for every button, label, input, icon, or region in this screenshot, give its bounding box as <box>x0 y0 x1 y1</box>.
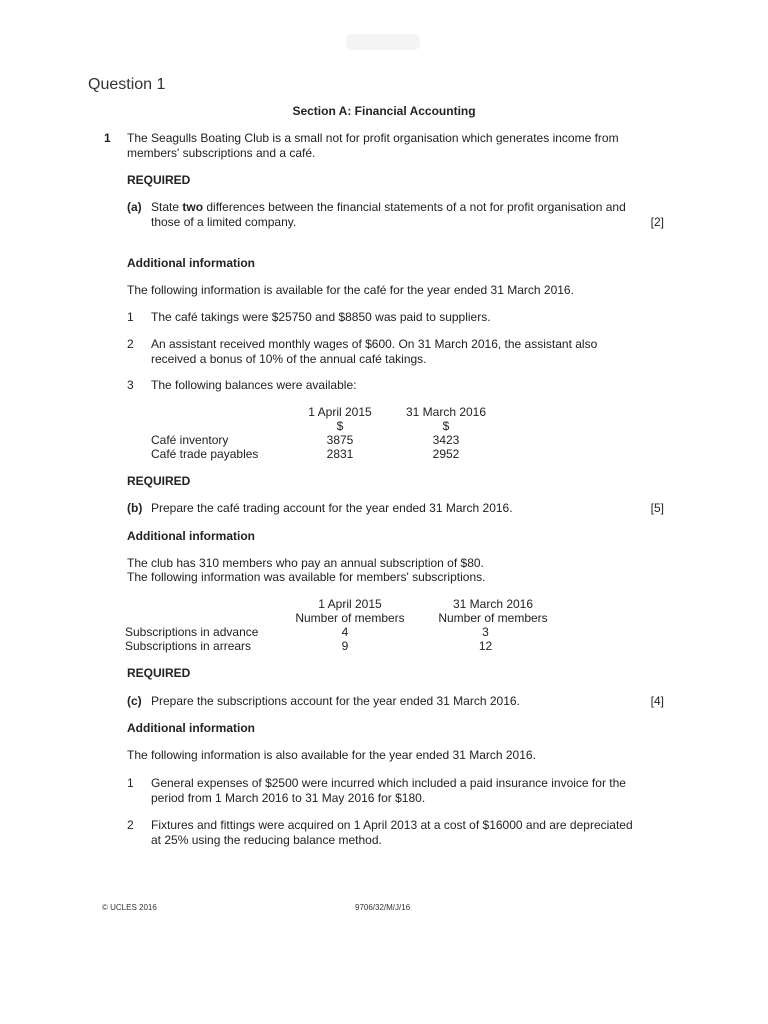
part-a-label: (a) <box>127 200 142 214</box>
final-item1-line1: General expenses of $2500 were incurred which included a paid insurance invoice for the <box>151 776 626 790</box>
question-intro-line1: The Seagulls Boating Club is a small not for profit organisation which generates income from <box>127 131 619 145</box>
final-item2-text <box>151 818 664 848</box>
cafe-table-col1-header: 1 April 2015 <box>308 405 372 419</box>
cafe-table-col2-currency: $ <box>442 419 450 433</box>
part-c-text: Prepare the subscriptions account for the year ended 31 March 2016. <box>151 694 520 708</box>
part-c-marks: [4] <box>650 694 664 708</box>
part-a-marks: [2] <box>650 215 664 229</box>
part-b-label: (b) <box>127 501 143 515</box>
final-info-intro: The following information is also available for the year ended 31 March 2016. <box>127 748 536 762</box>
cafe-table-col2-header: 31 March 2016 <box>405 405 487 419</box>
cafe-table-row-label: Café inventory <box>151 433 229 447</box>
cafe-item2-number: 2 <box>127 337 134 351</box>
part-a-text <box>151 200 664 230</box>
cafe-table-row-label: Café trade payables <box>151 447 259 461</box>
subs-table-row-label: Subscriptions in arrears <box>125 639 252 653</box>
required-heading-c: REQUIRED <box>127 666 191 680</box>
subs-table-cell: 12 <box>478 639 493 653</box>
cafe-item2-line1: An assistant received monthly wages of $600. On 31 March 2016, the assistant also <box>151 337 598 351</box>
additional-info-heading-2: Additional information <box>127 529 255 543</box>
cafe-item3-text: The following balances were available: <box>151 378 357 392</box>
part-c-label: (c) <box>127 694 142 708</box>
subs-table-cell: 9 <box>341 639 349 653</box>
question-number: 1 <box>104 131 111 145</box>
final-item2-line2: at 25% using the reducing balance method. <box>151 833 382 847</box>
part-b-marks: [5] <box>650 501 664 515</box>
subs-table-cell: 4 <box>341 625 349 639</box>
part-a-bold: two <box>182 200 204 214</box>
cafe-item1-number: 1 <box>127 310 134 324</box>
cafe-table-cell: 2952 <box>432 447 460 461</box>
cafe-item2-text <box>151 337 664 367</box>
final-item2-line1: Fixtures and fittings were acquired on 1 April 2013 at a cost of $16000 and are depreciated <box>151 818 633 832</box>
cafe-item3-number: 3 <box>127 378 134 392</box>
part-a-line2: those of a limited company. <box>151 215 297 229</box>
cafe-item2-line1-wrap <box>151 337 664 352</box>
cafe-item2-line2: received a bonus of 10% of the annual café takings. <box>151 352 427 366</box>
required-heading-b: REQUIRED <box>127 474 191 488</box>
subs-table-cell: 3 <box>482 625 489 639</box>
subs-table-row-label: Subscriptions in advance <box>125 625 259 639</box>
cafe-table-cell: 3423 <box>432 433 460 447</box>
section-title: Section A: Financial Accounting <box>292 104 476 118</box>
scan-smudge <box>346 34 420 50</box>
footer-paper-code: 9706/32/M/J/16 <box>355 903 411 912</box>
part-a-post: differences between the financial statements of a not for profit organisation and <box>203 200 626 214</box>
required-heading-a: REQUIRED <box>127 173 191 187</box>
footer-copyright: © UCLES 2016 <box>102 903 157 912</box>
cafe-info-intro: The following information is available for the café for the year ended 31 March 2016. <box>127 283 574 297</box>
final-item2-number: 2 <box>127 818 134 832</box>
part-b-text: Prepare the café trading account for the year ended 31 March 2016. <box>151 501 513 515</box>
subs-table-col1-header: 1 April 2015 <box>318 597 382 611</box>
additional-info-heading-3: Additional information <box>127 721 255 735</box>
subs-info-line2: The following information was available for members' subscriptions. <box>127 570 486 584</box>
final-item1-text <box>151 776 664 806</box>
subs-table-col2-header: 31 March 2016 <box>452 597 534 611</box>
question-intro <box>127 131 664 161</box>
additional-info-heading-1: Additional information <box>127 256 255 270</box>
question-title: Question 1 <box>88 76 166 93</box>
cafe-item1-text: The café takings were $25750 and $8850 was paid to suppliers. <box>151 310 491 324</box>
cafe-table-cell: 2831 <box>326 447 354 461</box>
subs-table-col1-subheader: Number of members <box>295 611 405 625</box>
question-intro-line2: members' subscriptions and a café. <box>127 146 316 160</box>
final-item1-line2: period from 1 March 2016 to 31 May 2016 for $180. <box>151 791 426 805</box>
subs-info-line1: The club has 310 members who pay an annual subscription of $80. <box>127 556 484 570</box>
subs-table-col2-subheader: Number of members <box>438 611 548 625</box>
cafe-table-col1-currency: $ <box>336 419 344 433</box>
final-item1-number: 1 <box>127 776 134 790</box>
part-a-pre: State <box>151 200 183 214</box>
cafe-table-cell: 3875 <box>326 433 354 447</box>
